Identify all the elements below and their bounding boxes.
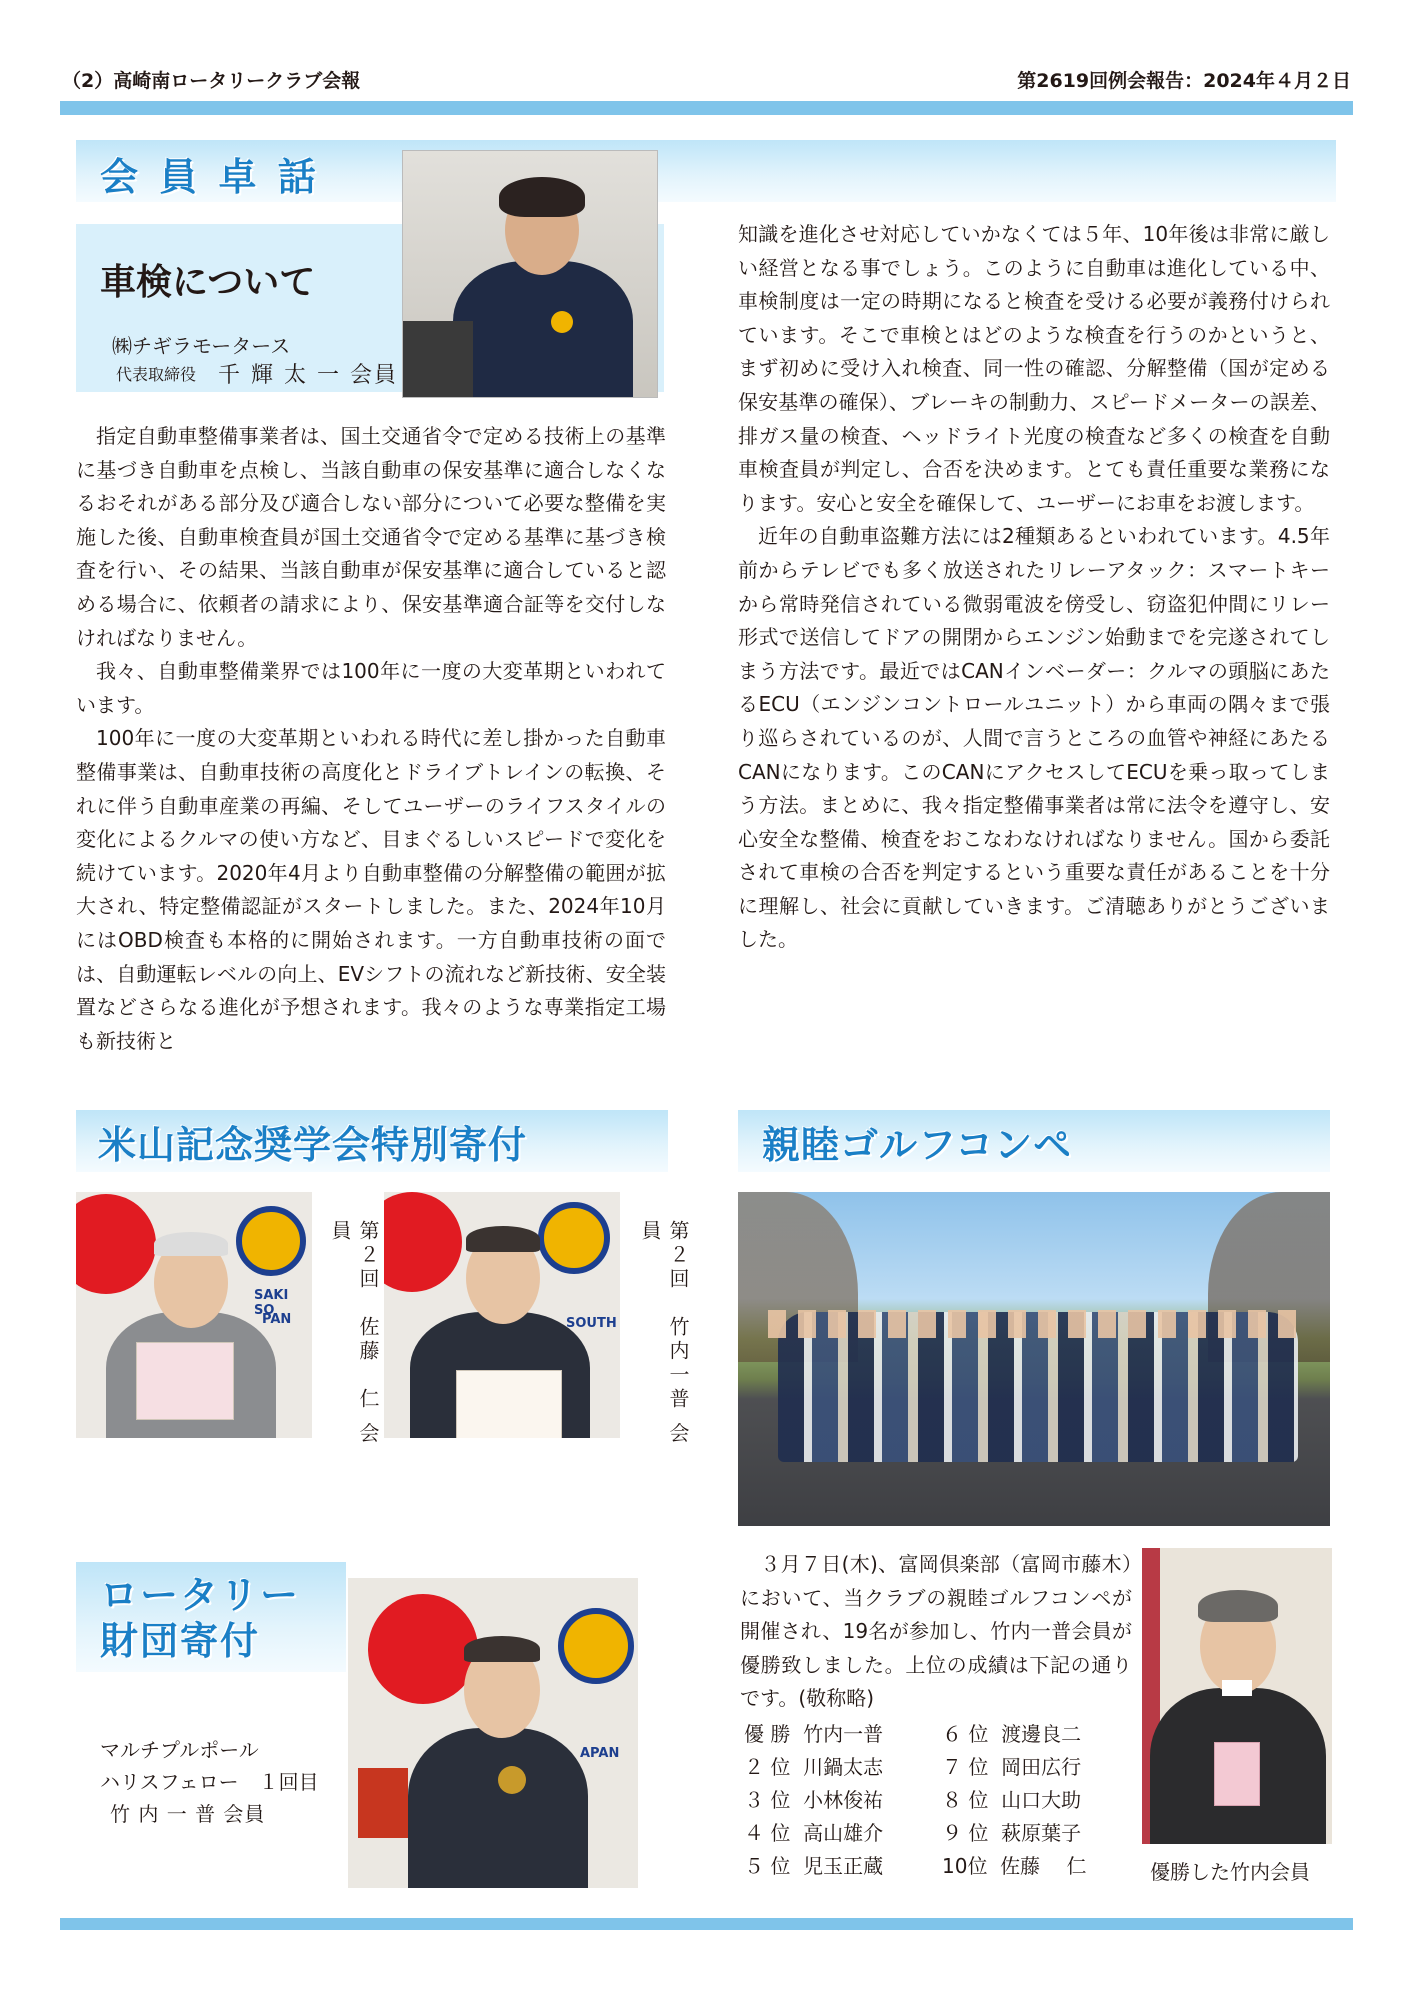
speaker-company: ㈱チギラモータース xyxy=(112,334,291,358)
speech-title: 車検について xyxy=(100,262,316,303)
result-row xyxy=(942,1784,1112,1817)
result-rank: ３ 位 xyxy=(744,1788,791,1812)
result-name: 高山雄介 xyxy=(803,1821,884,1845)
result-name: 萩原葉子 xyxy=(1001,1821,1082,1845)
result-row xyxy=(744,1751,904,1784)
result-name: 岡田広行 xyxy=(1001,1755,1082,1779)
result-row xyxy=(942,1850,1112,1883)
foundation-line2: ハリスフェロー １回目 xyxy=(100,1770,319,1794)
result-row xyxy=(744,1817,904,1850)
foundation-title-line2: 財団寄付 xyxy=(100,1619,261,1663)
result-rank: ６ 位 xyxy=(942,1722,989,1746)
result-name: 川鍋太志 xyxy=(803,1755,884,1779)
speech-paragraph-4: 知識を進化させ対応していかなくては５年、10年後は非常に厳しい経営となる事でしょう。このように自動車は進化している中、車検制度は一定の時期になると検査を受ける必要が義務付けられています。そこで車検とはどのような検査を行うのかというと、まず初めに受け入れ検査、同一性の確認、分解整備（国が定める保安基準の確保）、ブレーキの制動力、スピードメーターの誤差、排ガス量の検査、ヘッドライト光度の検査など多くの検査を自動車検査員が判定し、合否を決めます。とても責任重要な業務になります。安心と安全を確保して、ユーザーにお車をお渡します。 xyxy=(738,222,1330,515)
result-row xyxy=(942,1751,1112,1784)
result-rank: ５ 位 xyxy=(744,1854,791,1878)
result-rank: ９ 位 xyxy=(942,1821,989,1845)
result-rank: 10位 xyxy=(942,1854,988,1878)
speaker-role: 代表取締役 xyxy=(116,365,197,384)
speech-section-title: 会 員 卓 話 xyxy=(100,155,320,199)
result-name: 渡邊良二 xyxy=(1001,1722,1082,1746)
club-sign-text: SAKI SO xyxy=(254,1288,289,1318)
result-name: 竹内一普 xyxy=(803,1722,884,1746)
result-name: 児玉正蔵 xyxy=(803,1854,884,1878)
result-rank: ７ 位 xyxy=(942,1755,989,1779)
golf-group-photo xyxy=(738,1192,1330,1526)
result-row xyxy=(744,1784,904,1817)
donor1-photo xyxy=(76,1192,312,1438)
result-row xyxy=(744,1850,904,1883)
golf-results-left xyxy=(744,1718,904,1883)
speech-paragraph-5: 近年の自動車盗難方法には2種類あるといわれています。4.5年前からテレビでも多く放送されたリレーアタック：スマートキーから常時発信されている微弱電波を傍受し、窃盗犯仲間にリレー形式で送信してドアの開閉からエンジン始動までを完遂されてしまう方法です。最近ではCANインベーダー：クルマの頭脳にあたるECU（エンジンコントロールユニット）から車両の隅々まで張り巡らされているのが、人間で言うところの血管や神経にあたるCANになります。このCANにアクセスしてECUを乗っ取ってしまう方法。まとめに、我々指定整備事業者は常に法令を遵守し、安心安全な整備、検査をおこなわなければなりません。国から委託されて車検の合否を判定するという重要な責任があることを十分に理解し、社会に貢献していきます。ご清聴ありがとうございました。 xyxy=(738,524,1330,952)
foundation-text xyxy=(100,1734,319,1830)
header-divider xyxy=(60,101,1353,115)
golf-results-right xyxy=(942,1718,1112,1883)
result-rank: ４ 位 xyxy=(744,1821,791,1845)
result-rank: 優 勝 xyxy=(744,1722,791,1746)
donor2-photo xyxy=(384,1192,620,1438)
result-name: 小林俊祐 xyxy=(803,1788,884,1812)
winner-photo xyxy=(1142,1548,1332,1844)
footer-divider xyxy=(60,1918,1353,1930)
speech-paragraph-1: 指定自動車整備事業者は、国土交通省令で定める技術上の基準に基づき自動車を点検し、当該自動車の保安基準に適合しなくなるおそれがある部分及び適合しない部分について必要な整備を実施した後、自動車検査員が国土交通省令で定める基準に基づき検査を行い、その結果、当該自動車が保安基準に適合していると認める場合に、依頼者の請求により、保安基準適合証等を交付しなければなりません。 xyxy=(76,424,666,650)
foundation-photo xyxy=(348,1578,638,1888)
scholarship-section-title: 米山記念奨学会特別寄付 xyxy=(98,1123,528,1167)
donor2-caption: 第２回 竹内一普 会員 xyxy=(638,1220,690,1447)
foundation-line3: 竹 内 一 普 会員 xyxy=(110,1802,266,1826)
foundation-line1: マルチプルポール xyxy=(100,1738,259,1762)
golf-paragraph-text: ３月７日(木)、富岡倶楽部（富岡市藤木）において、当クラブの親睦ゴルフコンペが開催され、19名が参加し、竹内一普会員が優勝致しました。上位の成績は下記の通りです。(敬称略) xyxy=(740,1552,1132,1711)
winner-caption: 優勝した竹内会員 xyxy=(1150,1860,1310,1884)
result-rank: ２ 位 xyxy=(744,1755,791,1779)
result-row xyxy=(942,1817,1112,1850)
result-name: 佐藤 仁 xyxy=(1000,1854,1087,1878)
speech-body-left xyxy=(76,420,666,1058)
speech-paragraph-3: 100年に一度の大変革期といわれる時代に差し掛かった自動車整備事業は、自動車技術の高度化とドライブトレインの転換、それに伴う自動車産業の再編、そしてユーザーのライフスタイルの変化によるクルマの使い方など、目まぐるしいスピードで変化を続けています。2020年4月より自動車整備の分解整備の範囲が拡大され、特定整備認証がスタートしました。また、2024年10月にはOBD検査も本格的に開始されます。一方自動車技術の面では、自動運転レベルの向上、EVシフトの流れなど新技術、安全装置などさらなる進化が予想されます。我々のような専業指定工場も新技術と xyxy=(76,726,666,1053)
speaker-name: 千 輝 太 一 会員 xyxy=(218,363,398,388)
header-left: （2）高崎南ロータリークラブ会報 xyxy=(62,70,361,92)
result-row xyxy=(942,1718,1112,1751)
result-row xyxy=(744,1718,904,1751)
foundation-title-line1: ロータリー xyxy=(100,1573,301,1617)
header-right: 第2619回例会報告：2024年４月２日 xyxy=(1017,70,1351,92)
club-sign-text: PAN xyxy=(262,1312,292,1327)
golf-paragraph xyxy=(740,1548,1132,1716)
club-sign-text: APAN xyxy=(580,1746,620,1761)
foundation-section-title xyxy=(100,1572,300,1664)
speaker-photo xyxy=(402,150,658,398)
result-name: 山口大助 xyxy=(1001,1788,1082,1812)
golf-section-title: 親睦ゴルフコンペ xyxy=(762,1123,1073,1167)
result-rank: ８ 位 xyxy=(942,1788,989,1812)
club-sign-text: SOUTH xyxy=(566,1316,617,1331)
donor1-caption: 第２回 佐藤 仁 会員 xyxy=(328,1220,380,1447)
speech-body-right xyxy=(738,218,1330,957)
speech-paragraph-2: 我々、自動車整備業界では100年に一度の大変革期といわれています。 xyxy=(76,659,666,717)
